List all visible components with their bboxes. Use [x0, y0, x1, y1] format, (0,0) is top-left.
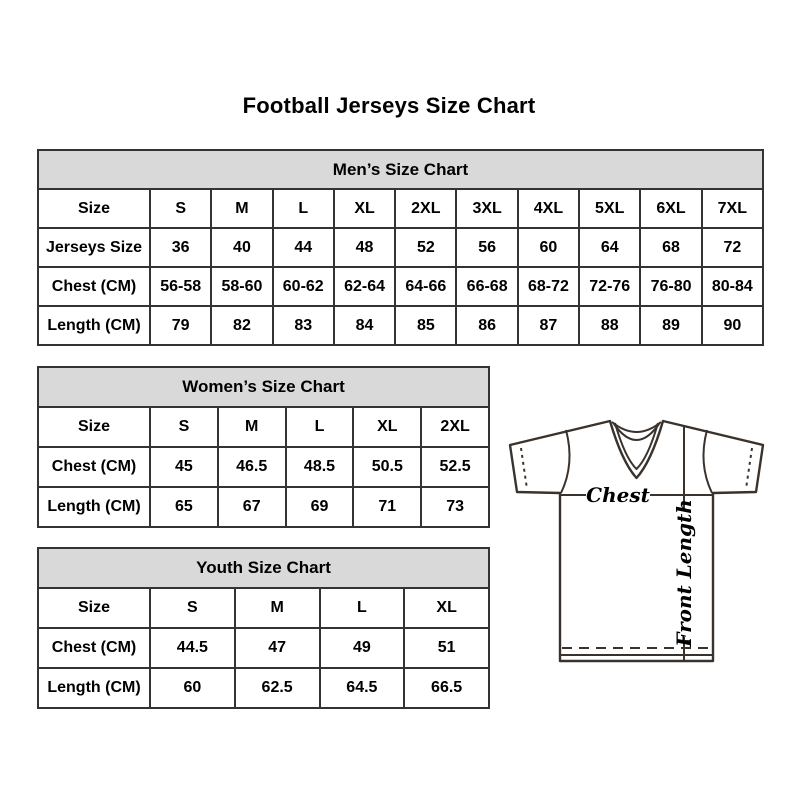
value-cell: XL [353, 407, 421, 447]
value-cell: 62.5 [235, 668, 320, 708]
mens-table [37, 149, 764, 346]
value-cell: 65 [150, 487, 218, 527]
value-cell: 90 [702, 306, 763, 345]
value-cell: L [320, 588, 405, 628]
value-cell: 72-76 [579, 267, 640, 306]
table-title-row [38, 150, 763, 189]
jersey-diagram-svg [504, 402, 770, 674]
value-cell: 62-64 [334, 267, 395, 306]
value-cell: 49 [320, 628, 405, 668]
value-cell: 89 [640, 306, 701, 345]
value-cell: 83 [273, 306, 334, 345]
mens-size-chart-table [37, 149, 764, 346]
table-row [38, 306, 763, 345]
value-cell: M [211, 189, 272, 228]
table-row [38, 189, 763, 228]
value-cell: XL [404, 588, 489, 628]
value-cell: 68-72 [518, 267, 579, 306]
value-cell: S [150, 407, 218, 447]
value-cell: 80-84 [702, 267, 763, 306]
womens-table-title: Women’s Size Chart [38, 367, 489, 407]
value-cell: 73 [421, 487, 489, 527]
value-cell: 7XL [702, 189, 763, 228]
value-cell: 88 [579, 306, 640, 345]
table-row [38, 447, 489, 487]
front-length-label: Front Length [672, 499, 696, 647]
value-cell: 44.5 [150, 628, 235, 668]
youth-table [37, 547, 490, 709]
table-row [38, 487, 489, 527]
value-cell: 3XL [456, 189, 517, 228]
value-cell: 66.5 [404, 668, 489, 708]
value-cell: 69 [286, 487, 354, 527]
table-row [38, 628, 489, 668]
value-cell: 79 [150, 306, 211, 345]
value-cell: 82 [211, 306, 272, 345]
value-cell: 76-80 [640, 267, 701, 306]
value-cell: 6XL [640, 189, 701, 228]
value-cell: 60 [150, 668, 235, 708]
value-cell: 58-60 [211, 267, 272, 306]
table-title-row [38, 548, 489, 588]
table-title-row [38, 367, 489, 407]
value-cell: 87 [518, 306, 579, 345]
youth-size-chart-table [37, 547, 490, 709]
value-cell: 60-62 [273, 267, 334, 306]
value-cell: 36 [150, 228, 211, 267]
value-cell: 64-66 [395, 267, 456, 306]
value-cell: 44 [273, 228, 334, 267]
jersey-measurement-diagram [504, 402, 770, 674]
chest-label: Chest [586, 483, 650, 507]
value-cell: 48 [334, 228, 395, 267]
jersey-outline [510, 421, 763, 661]
value-cell: 56-58 [150, 267, 211, 306]
row-label-cell: Chest (CM) [38, 267, 150, 306]
value-cell: 72 [702, 228, 763, 267]
value-cell: 2XL [421, 407, 489, 447]
value-cell: 67 [218, 487, 286, 527]
row-label-cell: Chest (CM) [38, 447, 150, 487]
value-cell: 48.5 [286, 447, 354, 487]
mens-table-title: Men’s Size Chart [38, 150, 763, 189]
value-cell: 46.5 [218, 447, 286, 487]
table-row [38, 668, 489, 708]
value-cell: 47 [235, 628, 320, 668]
value-cell: 64.5 [320, 668, 405, 708]
womens-size-chart-table [37, 366, 490, 528]
value-cell: M [218, 407, 286, 447]
value-cell: 2XL [395, 189, 456, 228]
row-label-cell: Length (CM) [38, 306, 150, 345]
value-cell: 4XL [518, 189, 579, 228]
row-label-cell: Size [38, 189, 150, 228]
row-label-cell: Size [38, 407, 150, 447]
row-label-cell: Chest (CM) [38, 628, 150, 668]
table-row [38, 588, 489, 628]
row-label-cell: Length (CM) [38, 487, 150, 527]
table-row [38, 407, 489, 447]
value-cell: 84 [334, 306, 395, 345]
value-cell: 45 [150, 447, 218, 487]
value-cell: 52.5 [421, 447, 489, 487]
value-cell: 86 [456, 306, 517, 345]
value-cell: 60 [518, 228, 579, 267]
value-cell: XL [334, 189, 395, 228]
value-cell: 50.5 [353, 447, 421, 487]
page-title: Football Jerseys Size Chart [242, 93, 536, 118]
value-cell: 56 [456, 228, 517, 267]
youth-table-title: Youth Size Chart [38, 548, 489, 588]
value-cell: 51 [404, 628, 489, 668]
value-cell: S [150, 189, 211, 228]
value-cell: L [286, 407, 354, 447]
value-cell: 71 [353, 487, 421, 527]
value-cell: 5XL [579, 189, 640, 228]
value-cell: 52 [395, 228, 456, 267]
value-cell: 66-68 [456, 267, 517, 306]
value-cell: 85 [395, 306, 456, 345]
value-cell: 64 [579, 228, 640, 267]
value-cell: 40 [211, 228, 272, 267]
row-label-cell: Length (CM) [38, 668, 150, 708]
table-row [38, 267, 763, 306]
row-label-cell: Size [38, 588, 150, 628]
value-cell: L [273, 189, 334, 228]
value-cell: M [235, 588, 320, 628]
row-label-cell: Jerseys Size [38, 228, 150, 267]
womens-table [37, 366, 490, 528]
value-cell: 68 [640, 228, 701, 267]
value-cell: S [150, 588, 235, 628]
table-row [38, 228, 763, 267]
